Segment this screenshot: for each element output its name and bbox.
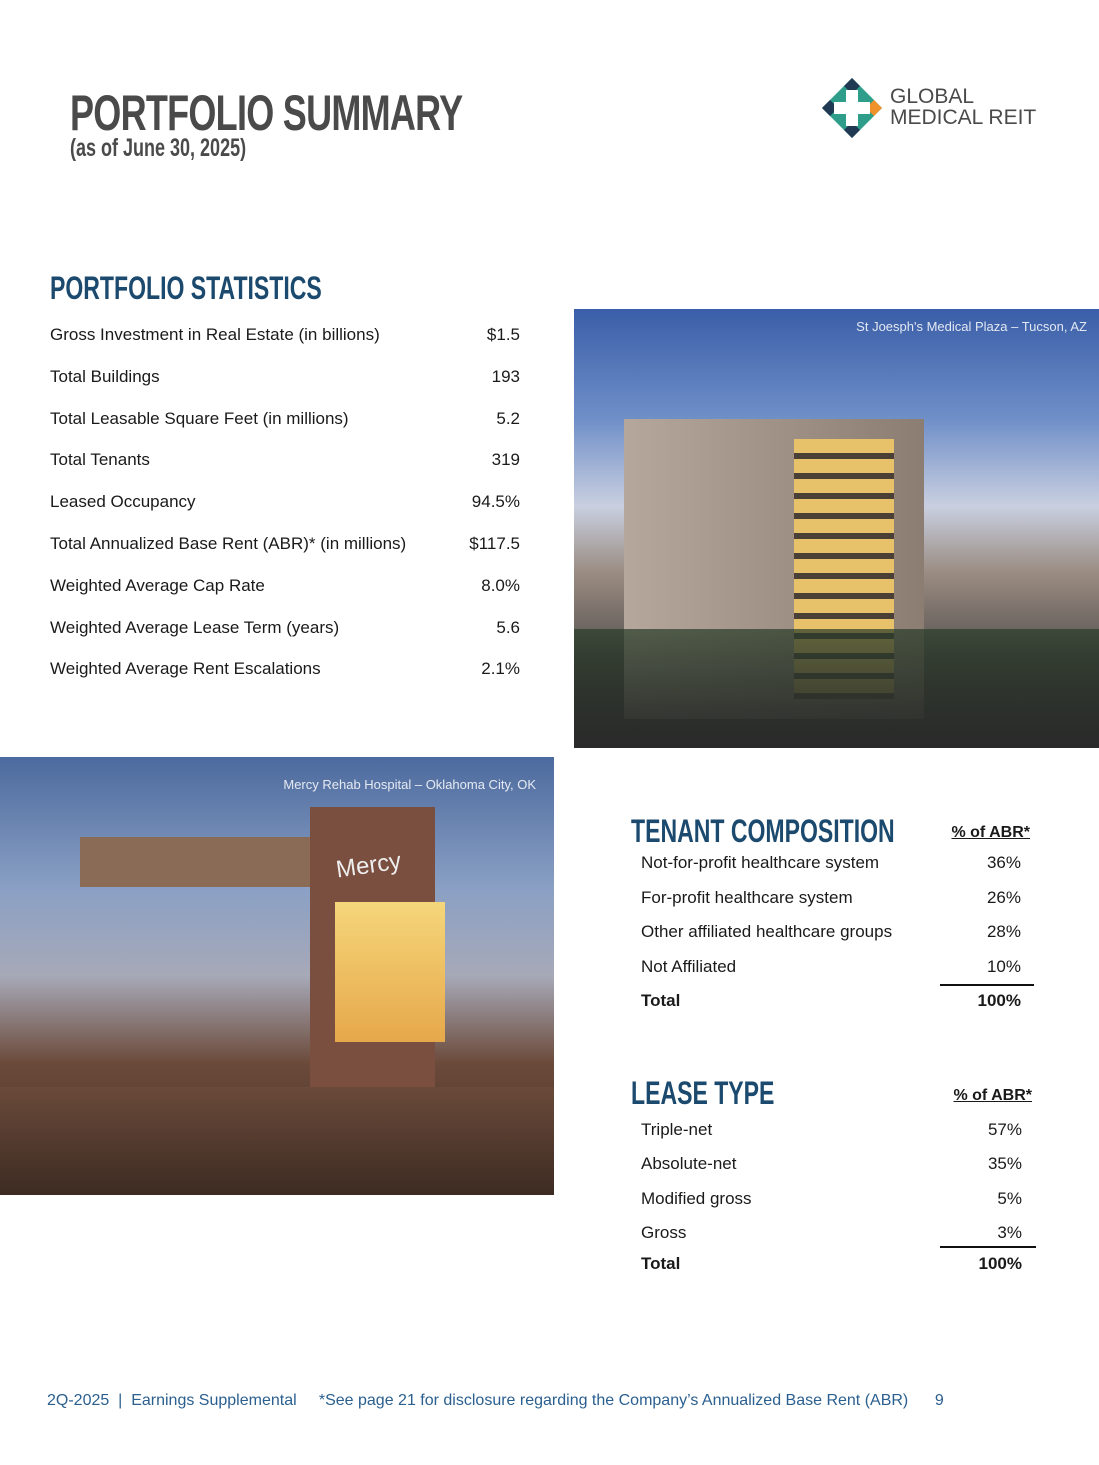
row-value: 94.5% xyxy=(471,492,520,512)
table-row xyxy=(641,957,1021,977)
photo-caption: Mercy Rehab Hospital – Oklahoma City, OK xyxy=(283,777,536,792)
row-label: Modified gross xyxy=(641,1189,752,1208)
lease-column-header: % of ABR* xyxy=(953,1087,1032,1104)
row-label: Total xyxy=(641,1254,681,1273)
row-value: 319 xyxy=(491,450,520,470)
table-row xyxy=(50,618,520,638)
row-value: 57% xyxy=(987,1120,1022,1139)
row-value: 26% xyxy=(986,888,1021,907)
page-subtitle: (as of June 30, 2025) xyxy=(70,134,247,162)
row-label: Triple-net xyxy=(641,1120,713,1139)
page-title: PORTFOLIO SUMMARY xyxy=(70,85,463,141)
row-value: 5.2 xyxy=(496,408,520,428)
row-value: 2.1% xyxy=(481,659,520,679)
row-value: $117.5 xyxy=(469,534,520,553)
row-value: 3% xyxy=(997,1223,1022,1242)
total-row xyxy=(641,991,1021,1011)
row-label: Not Affiliated xyxy=(641,957,737,976)
row-label: Weighted Average Lease Term (years) xyxy=(50,617,340,637)
row-value: $1.5 xyxy=(486,325,520,344)
row-label: Total Tenants xyxy=(50,450,150,470)
row-value: 28% xyxy=(986,922,1021,941)
lease-total-rule xyxy=(940,1246,1036,1248)
row-value: 193 xyxy=(491,366,520,386)
row-label: Total Leasable Square Feet (in millions) xyxy=(50,408,349,428)
row-label: Other affiliated healthcare groups xyxy=(641,922,893,941)
logo-cross-icon xyxy=(820,76,884,140)
table-row xyxy=(50,450,520,470)
mercy-sign: Mercy xyxy=(334,847,403,884)
row-label: For-profit healthcare system xyxy=(641,888,853,907)
footer: 2Q-2025 | Earnings Supplemental *See page 21 for disclosure regarding the Company’s Annualized Base Rent (ABR) 9 xyxy=(47,1392,944,1409)
row-label: Total Buildings xyxy=(50,366,160,386)
row-label: Leased Occupancy xyxy=(50,492,196,512)
tenant-column-header: % of ABR* xyxy=(951,824,1030,841)
lease-type-heading: LEASE TYPE xyxy=(631,1075,775,1111)
company-logo xyxy=(820,76,1037,145)
table-row xyxy=(50,576,520,596)
table-row xyxy=(50,534,520,554)
lit-windows xyxy=(335,902,445,1042)
table-row xyxy=(641,888,1021,908)
logo-text-line1: GLOBAL xyxy=(890,85,975,108)
row-label: Total Annualized Base Rent (ABR)* (in millions) xyxy=(50,534,407,553)
tenant-total-rule xyxy=(940,984,1034,986)
portfolio-statistics-heading: PORTFOLIO STATISTICS xyxy=(50,270,322,306)
row-value: 5.6 xyxy=(496,617,520,637)
table-row xyxy=(641,1223,1022,1243)
row-label: Not-for-profit healthcare system xyxy=(641,853,880,872)
table-row xyxy=(641,922,1021,942)
table-row xyxy=(641,853,1021,873)
canopy-shape xyxy=(80,837,340,887)
row-label: Total xyxy=(641,991,681,1010)
total-row xyxy=(641,1254,1022,1274)
row-value: 10% xyxy=(986,957,1021,976)
table-row xyxy=(50,367,520,387)
tenant-composition-heading: TENANT COMPOSITION xyxy=(631,813,895,849)
brick-wall xyxy=(0,1087,554,1195)
table-row xyxy=(641,1189,1022,1209)
row-label: Absolute-net xyxy=(641,1154,737,1173)
photo-caption: St Joesph's Medical Plaza – Tucson, AZ xyxy=(856,319,1087,334)
row-value: 35% xyxy=(987,1154,1022,1173)
table-row xyxy=(641,1154,1022,1174)
row-label: Weighted Average Cap Rate xyxy=(50,575,265,595)
table-row xyxy=(641,1120,1022,1140)
row-value: 8.0% xyxy=(481,575,520,595)
table-row xyxy=(50,492,520,512)
table-row xyxy=(50,659,520,679)
photo-mercy-rehab-hospital xyxy=(0,757,554,1195)
row-label: Gross xyxy=(641,1223,687,1242)
row-value: 100% xyxy=(977,991,1021,1010)
logo-text-line2: MEDICAL REIT xyxy=(890,106,1037,129)
row-value: 36% xyxy=(986,853,1021,872)
row-value: 100% xyxy=(978,1254,1022,1273)
table-row xyxy=(50,325,520,345)
row-label: Gross Investment in Real Estate (in billions) xyxy=(50,325,380,344)
row-label: Weighted Average Rent Escalations xyxy=(50,659,321,679)
table-row xyxy=(50,409,520,429)
row-value: 5% xyxy=(997,1189,1022,1208)
photo-st-josephs-medical-plaza xyxy=(574,309,1099,748)
trees-foreground xyxy=(574,629,1099,748)
